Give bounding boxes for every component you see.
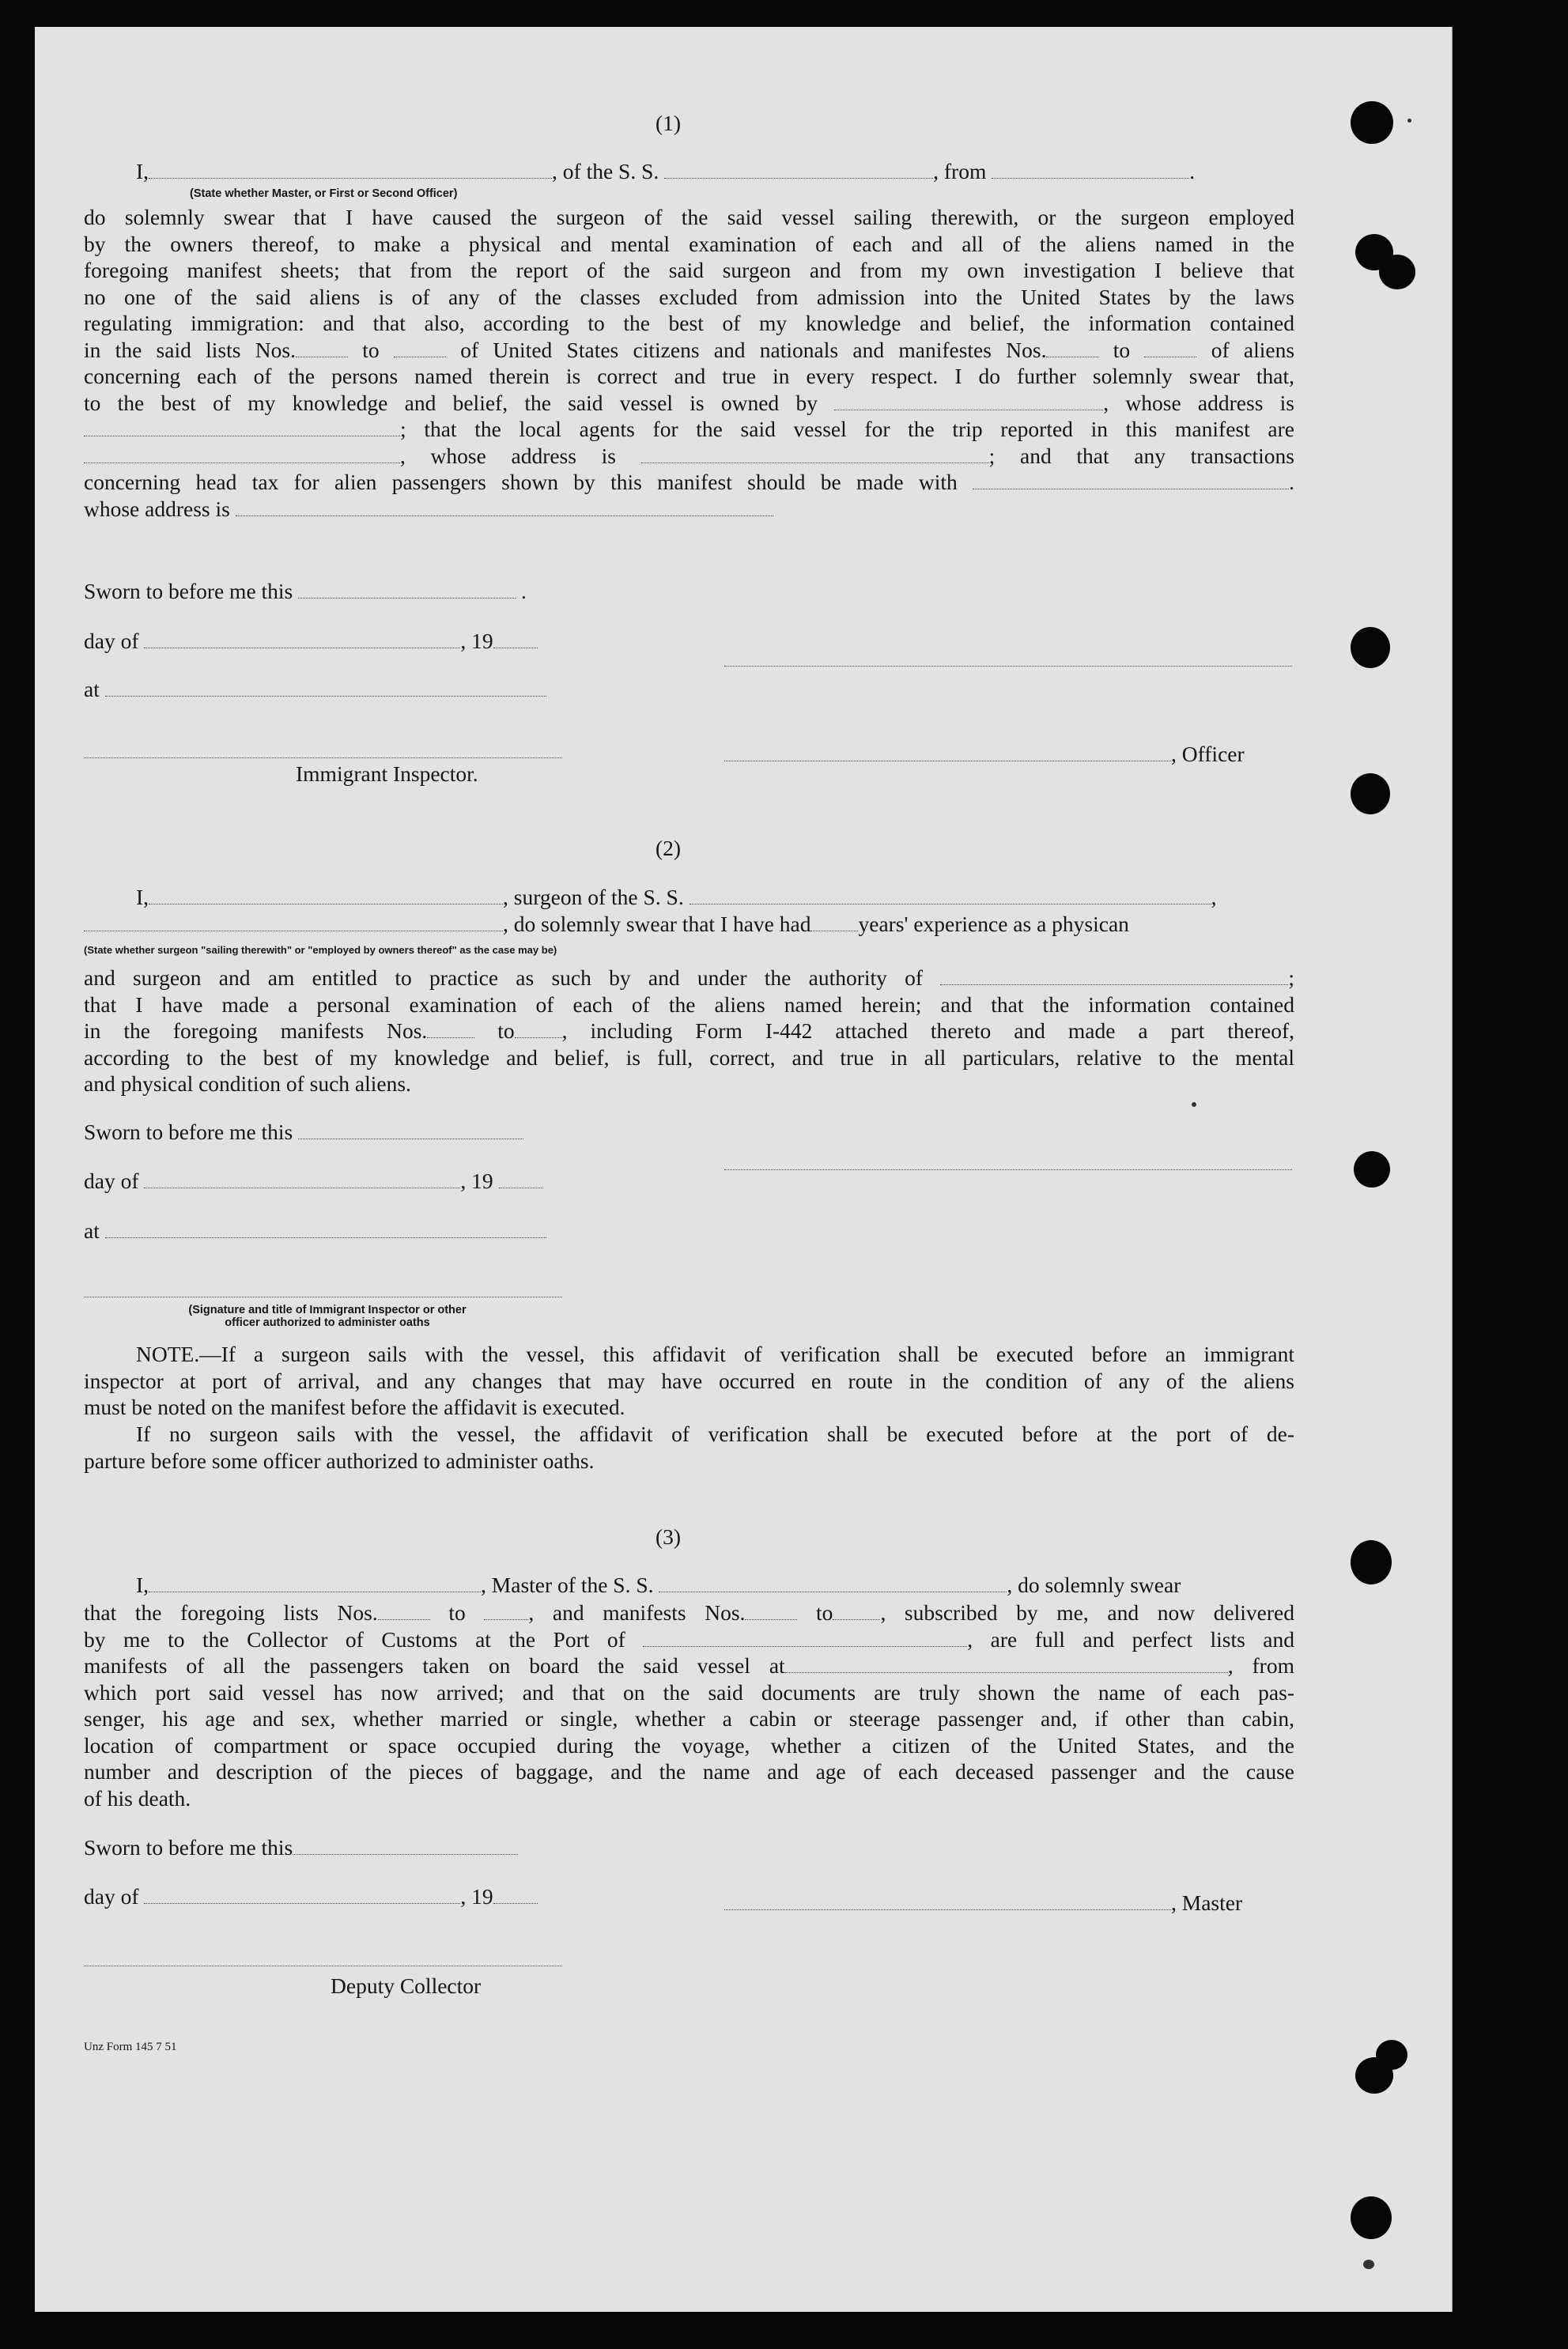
s1-line-2: by the owners thereof, to make a physical and mental examination of each and all of the aliens named in the [84,231,1294,256]
s1-line-9: ; that the local agents for the said vessel for the trip reported in this manifest are [84,416,1294,443]
s1-signature-line[interactable] [724,666,1292,667]
s2-line-4: that I have made a personal examination of each of the aliens named herein; and that the information contained [84,991,1294,1017]
note-line-2: inspector at port of arrival, and any changes that may have occurred en route in the condition of any of the aliens [84,1368,1294,1393]
agents-address-blank[interactable] [641,445,989,463]
alien-manifest-to-blank[interactable] [1144,339,1196,357]
s1-officer-line: I, , of the S. S. , from . [136,159,1196,183]
s1-inspector-label: Immigrant Inspector. [296,761,478,786]
s1-year-blank[interactable] [493,630,538,648]
s2-note: (State whether surgeon "sailing therewith" or "employed by owners thereof" as the case may be) [84,944,557,956]
years-experience-blank[interactable] [810,913,858,931]
local-agents-blank[interactable] [84,445,400,463]
s3-day-of: day of , 19 [84,1885,538,1909]
s1-line-3: foregoing manifest sheets; that from the report of the said surgeon and from my own investigation I believe that [84,258,1294,282]
s3-line-5: which port said vessel has now arrived; and that on the said documents are truly shown the name of each pas- [84,1679,1294,1705]
s2-experience-line: , do solemnly swear that I have had years' experience as a physican [84,912,1129,936]
s3-sworn-date-blank[interactable] [293,1837,518,1855]
s3-line-3: by me to the Collector of Customs at the Port of , are full and perfect lists and [84,1626,1294,1652]
s1-from-label: , from [933,159,987,183]
s1-officer-signature: , Officer [724,742,1245,766]
vessel-name-blank[interactable] [664,161,933,179]
s2-sig-note-2: officer authorized to administer oaths [225,1316,430,1329]
s3-line-9: of his death. [84,1785,191,1811]
punch-hole [1351,773,1390,814]
officer-signature-blank[interactable] [724,743,1171,761]
s2-vessel-name-blank[interactable] [690,886,1211,904]
s1-line-12: whose address is [84,496,1294,523]
citizen-list-to-blank[interactable] [394,339,446,357]
s1-of-ss-label: , of the S. S. [552,159,659,183]
paper-speck [1363,2260,1374,2269]
owner-blank[interactable] [834,392,1103,410]
s1-month-blank[interactable] [144,630,460,648]
surgeon-status-blank[interactable] [84,913,503,931]
punch-hole [1351,101,1393,144]
s3-list-to-blank[interactable] [484,1602,528,1620]
s3-sworn: Sworn to before me this [84,1836,518,1860]
s3-list-from-blank[interactable] [378,1602,430,1620]
punch-hole [1379,255,1415,289]
s2-sworn: Sworn to before me this [84,1120,523,1144]
s1-line-5: regulating immigration: and that also, according to the best of my knowledge and belief, the information contained [84,311,1294,335]
officer-name-blank[interactable] [149,161,552,179]
s1-place-blank[interactable] [105,678,546,697]
s3-master-signature: , Master [724,1891,1242,1915]
owner-address-blank[interactable] [84,418,400,436]
master-name-blank[interactable] [149,1574,481,1592]
s3-manifest-to-blank[interactable] [833,1602,880,1620]
form-number: Unz Form 145 7 51 [84,2041,177,2053]
s3-manifest-from-blank[interactable] [745,1602,797,1620]
s2-month-blank[interactable] [144,1170,460,1188]
s2-body [84,965,1294,1097]
s2-sworn-date-blank[interactable] [298,1121,523,1139]
section-2-number: (2) [656,836,682,860]
s3-line-2: that the foregoing lists Nos. to , and manifests Nos. to , subscribed by me, and now delivered [84,1600,1294,1625]
section-1-number: (1) [656,111,682,135]
s3-body [84,1599,1294,1811]
note2-line-2: parture before some officer authorized to administer oaths. [84,1448,595,1473]
from-port-blank[interactable] [992,161,1189,179]
punch-hole [1351,627,1390,668]
s1-line-1: do solemnly swear that I have caused the surgeon of the said vessel sailing therewith, or the surgeon employed [84,205,1294,229]
s2-at: at [84,1219,546,1243]
paper-speck [1407,119,1411,123]
s2-year-blank[interactable] [499,1170,543,1188]
s3-master-line: I, , Master of the S. S. , do solemnly swear [136,1573,1181,1597]
manifest-affidavit-page [35,27,1453,2312]
s2-surgeon-line: I, , surgeon of the S. S. , [136,885,1217,909]
paper-speck [1192,1102,1196,1107]
citizen-list-from-blank[interactable] [296,339,348,357]
s2-signature-line[interactable] [724,1169,1292,1170]
s2-manifest-to-blank[interactable] [515,1020,562,1038]
port-blank[interactable] [643,1629,967,1647]
note-line-1: NOTE.—If a surgeon sails with the vessel, this affidavit of verification shall be executed before an immigrant [136,1342,1294,1366]
s2-place-blank[interactable] [105,1220,546,1238]
master-signature-blank[interactable] [724,1892,1171,1910]
head-tax-address-blank[interactable] [236,498,773,516]
s1-inspector-line[interactable] [84,757,562,758]
s3-year-blank[interactable] [493,1886,538,1904]
s1-line-4: no one of the said aliens is of any of the classes excluded from admission into the United States by the laws [84,284,1294,309]
note-line-3: must be noted on the manifest before the affidavit is executed. [84,1395,625,1419]
s3-line-7: location of compartment or space occupied during the voyage, whether a citizen of the United States, and the [84,1732,1294,1758]
s3-line-8: number and description of the pieces of baggage, and the name and age of each deceased passenger and the cause [84,1759,1294,1784]
alien-manifest-from-blank[interactable] [1046,339,1098,357]
s1-sworn-date-blank[interactable] [298,580,516,599]
s2-line-7: and physical condition of such aliens. [84,1071,411,1096]
s1-sworn: Sworn to before me this . [84,579,527,603]
s3-vessel-name-blank[interactable] [659,1574,1007,1592]
punch-hole [1351,1540,1392,1584]
s1-line-7: concerning each of the persons named therein is correct and true in every respect. I do further solemnly swear that, [84,364,1294,388]
s2-manifest-from-blank[interactable] [427,1020,474,1038]
s1-line-10: , whose address is ; and that any transactions [84,443,1294,470]
s1-i-label: I, [136,159,149,183]
s3-line-6: senger, his age and sex, whether married or single, whether a cabin or steerage passenger and, if other than cabin, [84,1706,1294,1731]
s1-day-of: day of , 19 [84,629,538,653]
s1-at: at [84,678,546,701]
section-3-number: (3) [656,1524,682,1549]
boarding-port-blank[interactable] [785,1655,1228,1673]
note-paragraph-1 [84,1341,1294,1421]
s2-line-6: according to the best of my knowledge and belief, is full, correct, and true in all particulars, relative to the mental [84,1044,1294,1070]
note-paragraph-2 [84,1421,1294,1474]
punch-hole [1354,1151,1390,1188]
s2-line-3: and surgeon and am entitled to practice as such by and under the authority of ; [84,965,1294,990]
s2-day-of: day of , 19 [84,1169,543,1193]
s1-line-11: concerning head tax for alien passengers shown by this manifest should be made with . [84,470,1294,494]
s1-officer-note: (State whether Master, or First or Second Officer) [190,187,458,200]
punch-hole [1351,2196,1392,2239]
punch-hole [1376,2040,1407,2070]
deputy-collector-label: Deputy Collector [331,1973,482,1998]
s1-line-6: in the said lists Nos. to of United States citizens and nationals and manifestes Nos. to of aliens [84,337,1295,362]
s1-line-8: to the best of my knowledge and belief, the said vessel is owned by , whose address is [84,390,1295,415]
s3-month-blank[interactable] [144,1886,460,1904]
head-tax-contact-blank[interactable] [973,471,1289,489]
note2-line-1: If no surgeon sails with the vessel, the affidavit of verification shall be executed before at the port of de- [136,1422,1294,1446]
surgeon-name-blank[interactable] [149,886,503,904]
s1-body [84,204,1294,522]
s2-line-5: in the foregoing manifests Nos. to , including Form I-442 attached thereto and made a part thereof, [84,1018,1294,1043]
authority-blank[interactable] [940,967,1288,985]
s2-sig-note-1: (Signature and title of Immigrant Inspector or other [188,1304,467,1316]
s3-line-4: manifests of all the passengers taken on board the said vessel at , from [84,1653,1294,1678]
